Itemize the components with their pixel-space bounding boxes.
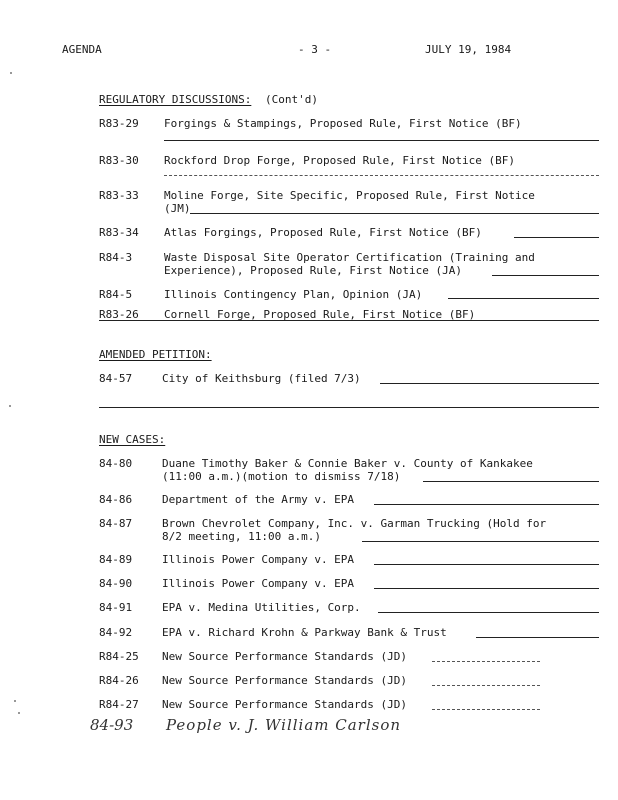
- item-text: Illinois Power Company v. EPA: [162, 553, 355, 566]
- item-number: 84-92: [99, 626, 133, 639]
- header-date: JULY 19, 1984: [425, 43, 512, 56]
- signature-line: [362, 541, 599, 542]
- item-text: New Source Performance Standards (JD): [162, 698, 408, 711]
- item-text: Atlas Forgings, Proposed Rule, First Notice (BF): [164, 226, 482, 239]
- signature-line: [378, 612, 599, 613]
- item-number: R84-26: [99, 674, 139, 687]
- handwritten-item-number: 84-93: [90, 716, 134, 734]
- signature-line: [432, 709, 540, 710]
- item-text: (11:00 a.m.)(motion to dismiss 7/18): [162, 470, 401, 483]
- item-text: (JM): [164, 202, 191, 215]
- section-heading-regulatory: REGULATORY DISCUSSIONS:: [99, 93, 252, 106]
- signature-line: [99, 320, 599, 321]
- item-text: City of Keithsburg (filed 7/3): [162, 372, 361, 385]
- item-text: Illinois Contingency Plan, Opinion (JA): [164, 288, 423, 301]
- item-number: 84-91: [99, 601, 133, 614]
- signature-line: [99, 407, 599, 408]
- scan-speck: [18, 712, 20, 714]
- item-text: Department of the Army v. EPA: [162, 493, 355, 506]
- item-number: R83-29: [99, 117, 139, 130]
- item-text: 8/2 meeting, 11:00 a.m.): [162, 530, 321, 543]
- item-text: Experience), Proposed Rule, First Notice (JA): [164, 264, 463, 277]
- item-number: R83-26: [99, 308, 139, 321]
- signature-line: [380, 383, 599, 384]
- signature-line: [374, 588, 599, 589]
- signature-line: [374, 504, 599, 505]
- signature-line: [423, 481, 599, 482]
- item-number: R83-34: [99, 226, 139, 239]
- item-number: 84-87: [99, 517, 133, 530]
- signature-line: [432, 685, 540, 686]
- item-text: Rockford Drop Forge, Proposed Rule, First Notice (BF): [164, 154, 515, 167]
- item-text: Duane Timothy Baker & Connie Baker v. County of Kankakee: [162, 457, 533, 470]
- section-heading-new-cases: NEW CASES:: [99, 433, 166, 446]
- item-text: Waste Disposal Site Operator Certification (Training and: [164, 251, 535, 264]
- item-number: R83-30: [99, 154, 139, 167]
- signature-line: [164, 175, 599, 176]
- signature-line: [492, 275, 599, 276]
- scan-speck: [9, 405, 11, 407]
- item-number: 84-57: [99, 372, 133, 385]
- scan-speck: [10, 72, 12, 74]
- section-heading-amended: AMENDED PETITION:: [99, 348, 212, 361]
- signature-line: [374, 564, 599, 565]
- item-number: 84-86: [99, 493, 133, 506]
- signature-line: [164, 140, 599, 141]
- item-number: 84-80: [99, 457, 133, 470]
- item-text: Cornell Forge, Proposed Rule, First Notice (BF): [164, 308, 476, 321]
- item-number: R83-33: [99, 189, 139, 202]
- signature-line: [514, 237, 599, 238]
- item-text: Forgings & Stampings, Proposed Rule, First Notice (BF): [164, 117, 522, 130]
- scan-speck: [14, 700, 16, 702]
- item-number: 84-89: [99, 553, 133, 566]
- item-text: Brown Chevrolet Company, Inc. v. Garman Trucking (Hold for: [162, 517, 547, 530]
- signature-line: [190, 213, 599, 214]
- header-left: AGENDA: [62, 43, 102, 56]
- item-number: R84-3: [99, 251, 133, 264]
- item-number: R84-25: [99, 650, 139, 663]
- section-heading-suffix: (Cont'd): [265, 93, 318, 106]
- signature-line: [476, 637, 599, 638]
- page-number: - 3 -: [298, 43, 332, 56]
- item-text: Illinois Power Company v. EPA: [162, 577, 355, 590]
- item-text: Moline Forge, Site Specific, Proposed Rule, First Notice: [164, 189, 535, 202]
- item-number: R84-5: [99, 288, 133, 301]
- item-text: New Source Performance Standards (JD): [162, 650, 408, 663]
- item-text: EPA v. Medina Utilities, Corp.: [162, 601, 361, 614]
- handwritten-item-text: People v. J. William Carlson: [166, 716, 402, 734]
- signature-line: [432, 661, 540, 662]
- item-text: EPA v. Richard Krohn & Parkway Bank & Trust: [162, 626, 447, 639]
- item-number: R84-27: [99, 698, 139, 711]
- item-number: 84-90: [99, 577, 133, 590]
- signature-line: [448, 298, 599, 299]
- item-text: New Source Performance Standards (JD): [162, 674, 408, 687]
